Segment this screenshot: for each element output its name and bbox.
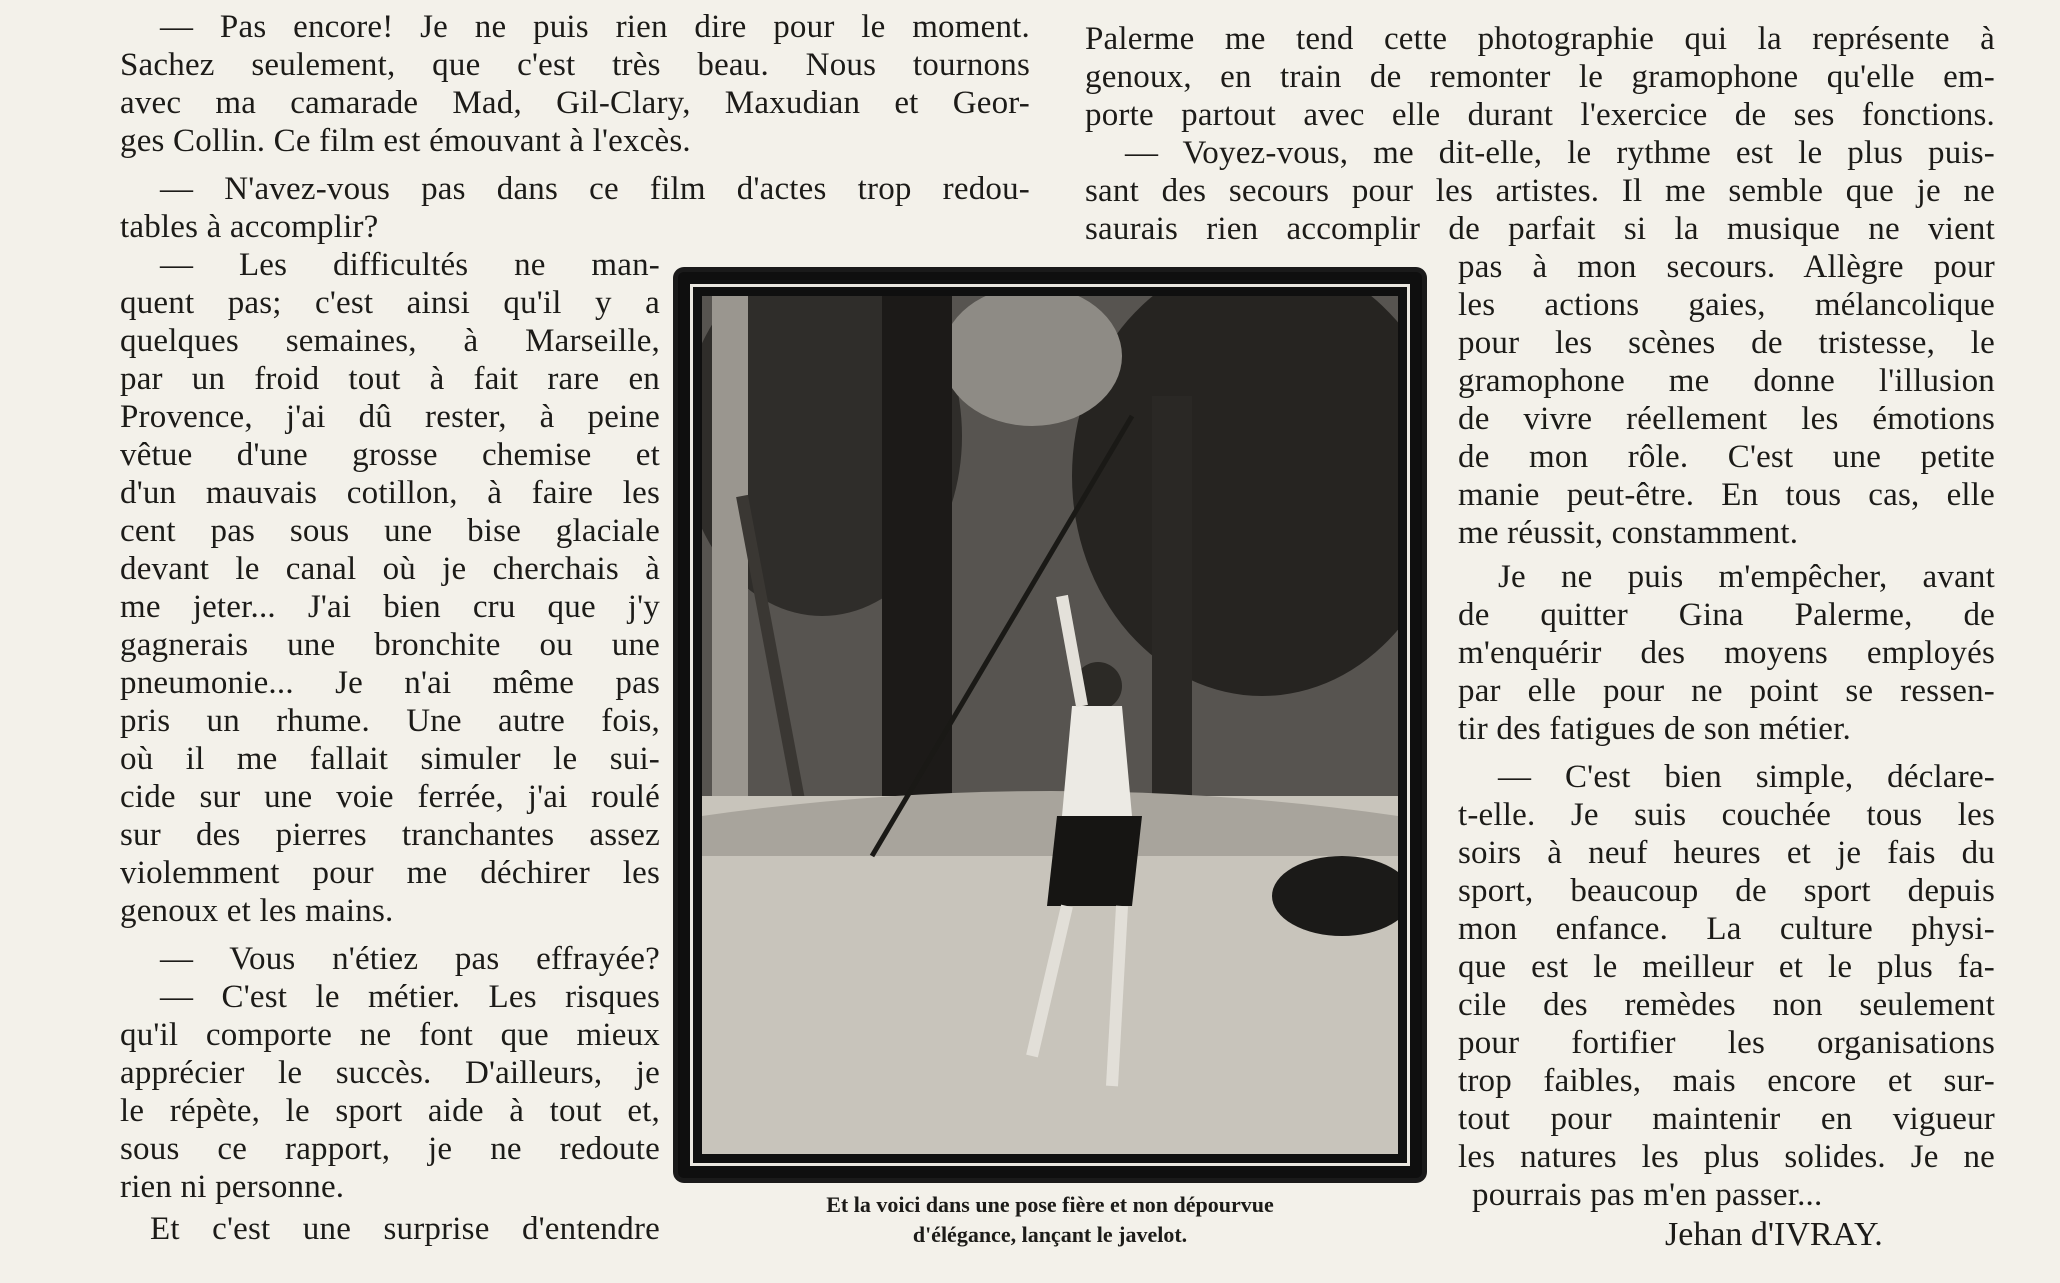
text-line: de vivre réellement les émotions [1458, 401, 1995, 437]
text-line: devant le canal où je cherchais à [120, 551, 660, 587]
text-line: cile des remèdes non seulement [1458, 987, 1995, 1023]
text-line: les natures les plus solides. Je ne [1458, 1139, 1995, 1175]
text-line: de mon rôle. C'est une petite [1458, 439, 1995, 475]
text-line: me réussit, constamment. [1458, 515, 1799, 551]
text-line: cide sur une voie ferrée, j'ai roulé [120, 779, 660, 815]
text-line: me jeter... J'ai bien cru que j'y [120, 589, 660, 625]
text-line: violemment pour me déchirer les [120, 855, 660, 891]
text-line: — Voyez-vous, me dit-elle, le rythme est le plus puis- [1125, 135, 1995, 171]
text-line: vêtue d'une grosse chemise et [120, 437, 660, 473]
photo-illustration [702, 296, 1398, 1154]
text-line: porte partout avec elle durant l'exercice de ses fonctions. [1085, 97, 1995, 133]
text-line: — C'est bien simple, déclare- [1498, 759, 1995, 795]
text-line: quent pas; c'est ainsi qu'il y a [120, 285, 660, 321]
photo-figure [678, 272, 1422, 1178]
text-line: pourrais pas m'en passer... [1472, 1177, 1823, 1213]
text-line: sport, beaucoup de sport depuis [1458, 873, 1995, 909]
text-line: de quitter Gina Palerme, de [1458, 597, 1995, 633]
text-line: — C'est le métier. Les risques [160, 979, 660, 1015]
text-line: pris un rhume. Une autre fois, [120, 703, 660, 739]
text-line: gramophone me donne l'illusion [1458, 363, 1995, 399]
text-line: mon enfance. La culture physi- [1458, 911, 1995, 947]
text-line: cent pas sous une bise glaciale [120, 513, 660, 549]
text-line: sant des secours pour les artistes. Il me semble que je ne [1085, 173, 1995, 209]
text-line: rien ni personne. [120, 1169, 345, 1205]
text-line: pour les scènes de tristesse, le [1458, 325, 1995, 361]
author-signature: Jehan d'IVRAY. [1665, 1216, 1883, 1253]
text-line: tir des fatigues de son métier. [1458, 711, 1851, 747]
text-line: d'un mauvais cotillon, à faire les [120, 475, 660, 511]
text-line: pour fortifier les organisations [1458, 1025, 1995, 1061]
text-line: — Les difficultés ne man- [160, 247, 660, 283]
text-line: genoux et les mains. [120, 893, 394, 929]
text-line: m'enquérir des moyens employés [1458, 635, 1995, 671]
text-line: pneumonie... Je n'ai même pas [120, 665, 660, 701]
text-line: manie peut-être. En tous cas, elle [1458, 477, 1995, 513]
text-line: par elle pour ne point se ressen- [1458, 673, 1995, 709]
text-line: t-elle. Je suis couchée tous les [1458, 797, 1995, 833]
javelin-photo [702, 296, 1398, 1154]
photo-caption [678, 1190, 1422, 1250]
text-line: Sachez seulement, que c'est très beau. Nous tournons [120, 47, 1030, 83]
text-line: avec ma camarade Mad, Gil-Clary, Maxudian et Geor- [120, 85, 1030, 121]
text-line: gagnerais une bronchite ou une [120, 627, 660, 663]
text-line: Palerme me tend cette photographie qui la représente à [1085, 21, 1995, 57]
text-line: que est le meilleur et le plus fa- [1458, 949, 1995, 985]
text-line: le répète, le sport aide à tout et, [120, 1093, 660, 1129]
text-line: — N'avez-vous pas dans ce film d'actes trop redou- [160, 171, 1030, 207]
text-line: sous ce rapport, je ne redoute [120, 1131, 660, 1167]
text-line: par un froid tout à fait rare en [120, 361, 660, 397]
text-line: genoux, en train de remonter le gramophone qu'elle em- [1085, 59, 1995, 95]
text-line: trop faibles, mais encore et sur- [1458, 1063, 1995, 1099]
text-line: les actions gaies, mélancolique [1458, 287, 1995, 323]
text-line: où il me fallait simuler le sui- [120, 741, 660, 777]
text-line: soirs à neuf heures et je fais du [1458, 835, 1995, 871]
text-line: tables à accomplir? [120, 209, 379, 245]
text-line: qu'il comporte ne font que mieux [120, 1017, 660, 1053]
text-line: Provence, j'ai dû rester, à peine [120, 399, 660, 435]
text-line: Je ne puis m'empêcher, avant [1498, 559, 1995, 595]
caption-line: Et la voici dans une pose fière et non dépourvue [826, 1192, 1274, 1217]
text-line: Et c'est une surprise d'entendre [150, 1211, 660, 1247]
text-line: — Vous n'étiez pas effrayée? [160, 941, 660, 977]
text-line: pas à mon secours. Allègre pour [1458, 249, 1995, 285]
text-line: tout pour maintenir en vigueur [1458, 1101, 1995, 1137]
text-line: ges Collin. Ce film est émouvant à l'excès. [120, 123, 691, 159]
text-line: apprécier le succès. D'ailleurs, je [120, 1055, 660, 1091]
text-line: sur des pierres tranchantes assez [120, 817, 660, 853]
text-line: saurais rien accomplir de parfait si la musique ne vient [1085, 211, 1995, 247]
text-line: — Pas encore! Je ne puis rien dire pour le moment. [160, 9, 1030, 45]
text-line: quelques semaines, à Marseille, [120, 323, 660, 359]
caption-line: d'élégance, lançant le javelot. [912, 1222, 1188, 1247]
